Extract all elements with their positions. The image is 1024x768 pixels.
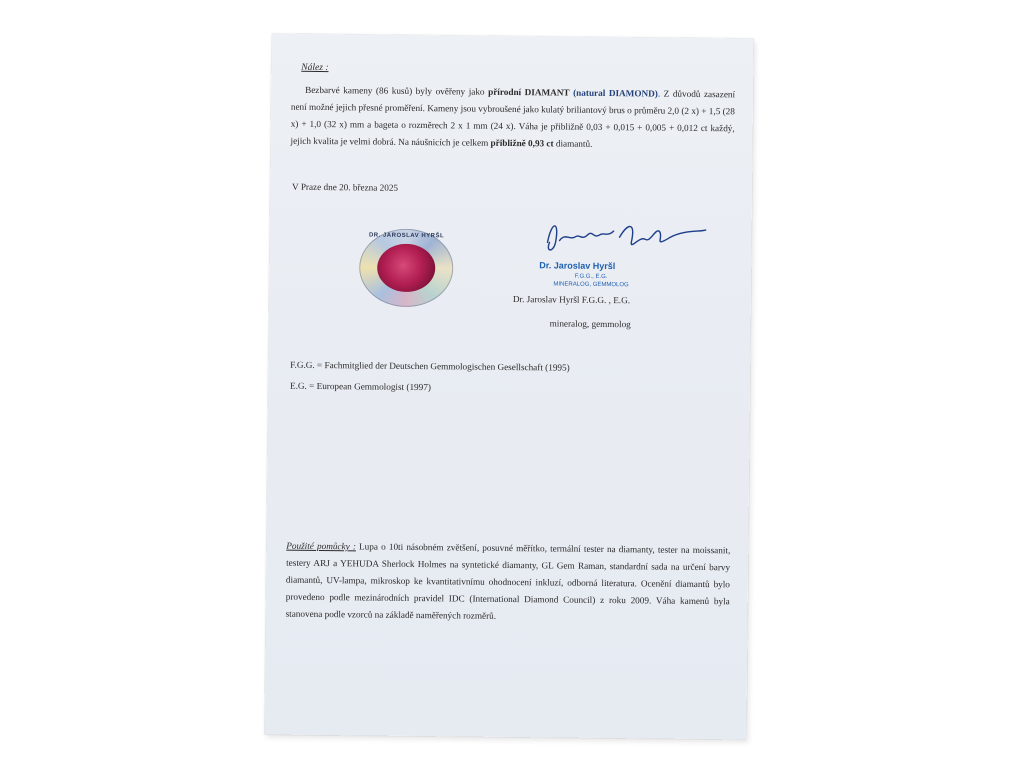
finding-heading: Nález : — [301, 62, 329, 74]
natural-diamond-english: (natural DIAMOND) — [573, 87, 658, 99]
finding-text-2: . Z důvodů zasazení není možné jejich přesné proměření. Kameny jsou vybroušené jako kulatý briliantový brus o průměru 2,0 (2 x) + 1,5 (28 x) + 1,0 (32 x) mm a bageta o rozměrech 2 x 1 mm (24 x). Váha je přibližně 0,03 + 0,015 + 0,005 + 0,012 ct každý, jejich kvalita je velmi dobrá. Na náušnicích je celkem — [290, 88, 736, 148]
signature-credentials: F.G.G., E.G. — [574, 273, 608, 281]
signature-name: Dr. Jaroslav Hyršl — [539, 260, 616, 272]
finding-text-1: Bezbarvé kameny (86 kusů) byly ověřeny jako — [305, 84, 485, 97]
signature-scribble-icon — [537, 212, 718, 264]
fgg-definition: F.G.G. = Fachmitglied der Deutschen Gemmologischen Gesellschaft (1995) — [290, 359, 570, 373]
tools-paragraph — [286, 538, 731, 628]
signatory-title-line: mineralog, gemmolog — [549, 318, 631, 330]
seal-text: DR. JAROSLAV HYRŠL — [368, 232, 445, 240]
finding-text-3: diamantů. — [555, 138, 593, 149]
total-weight: přibližně 0,93 ct — [490, 137, 554, 149]
hologram-seal — [359, 228, 454, 307]
certificate-page — [264, 33, 753, 739]
tools-text: Lupa o 10ti násobném zvětšení, posuvné měřítko, termální tester na diamanty, tester na moissanit, testery ARJ a YEHUDA Sherlock Holmes na syntetické diamanty, GL Gem Raman, standardní sada na určení barvy diamantů, UV-lampa, mikroskop ke kvantitativnímu ohodnocení inkluzí, odborná literatura. Ocenění diamantů bylo provedeno podle mezinárodních pravidel IDC (International Diamond Council) z roku 2009. Váha kamenů byla stanovena podle vzorců na základě naměřených rozměrů. — [285, 541, 731, 621]
finding-paragraph — [290, 82, 735, 155]
signatory-name-line: Dr. Jaroslav Hyršl F.G.G. , E.G. — [512, 294, 631, 306]
date-line: V Praze dne 20. března 2025 — [292, 181, 399, 193]
tools-label: Použité pomůcky : — [286, 540, 356, 552]
signature-profession: MINERALOG, GEMMOLOG — [553, 281, 629, 289]
seal-gem-icon — [377, 244, 435, 293]
eg-definition: E.G. = European Gemmologist (1997) — [289, 380, 431, 393]
natural-diamond-label: přírodní DIAMANT — [488, 86, 570, 98]
